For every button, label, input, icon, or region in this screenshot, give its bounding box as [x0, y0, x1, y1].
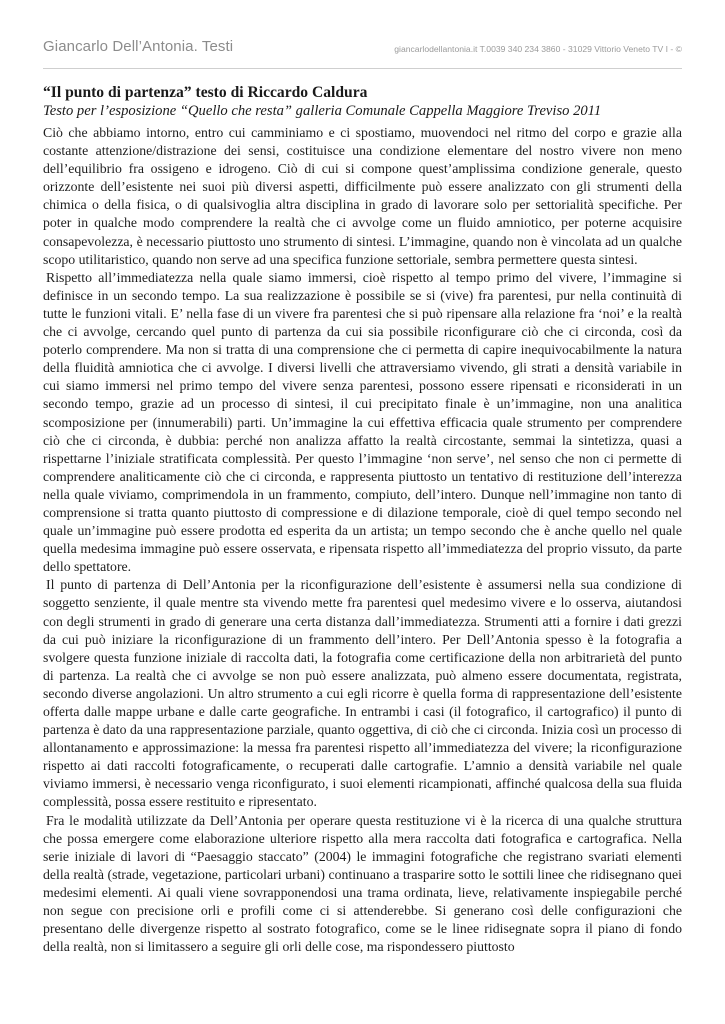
- document-title: “Il punto di partenza” testo di Riccardo Caldura: [43, 84, 368, 101]
- page-header: [43, 38, 682, 69]
- site-title: Giancarlo Dell’Antonia. Testi: [43, 38, 234, 55]
- paragraph-2: Rispetto all’immediatezza nella quale siamo immersi, cioè rispetto al tempo primo del vivere, l’immagine si definisce in un secondo tempo. La sua realizzazione è possibile se si (vive) fra parentesi, pur nella continuità di tutte le funzioni vitali. E’ nella fase di un vivere fra parentesi che si può ripensare alla relazione fra ‘noi’ e la realtà che ci avvolge, cercando quel punto di partenza da cui sia possibile riconfigurare ciò che ci circonda, così da poterlo comprendere. Ma non si tratta di una comprensione che ci permetta di capire inequivocabilmente la natura della fluidità amniotica che ci avvolge. I diversi livelli che attraversiamo vivendo, gli strati a densità variabile in cui siamo immersi nel primo tempo del vivere senza parentesi, possono essere ripensati e riconsiderati in un secondo tempo, grazie ad un processo di sintesi, il cui precipitato finale è un’immagine, non una analitica scomposizione per (innumerabili) parti. Un’immagine la cui effettiva efficacia quale strumento per comprendere ciò che ci circonda, è dubbia: perché non analizza affatto la realtà circostante, semmai la sintetizza, quasi a rispettarne l’iniziale stratificata complessità. Per questo l’immagine ‘non serve’, nel senso che non ci permette di comprendere analiticamente ciò che ci circonda, e rappresenta piuttosto un tentativo di restituzione dell’interezza nella quale viviamo, comprimendola in un frammento, compiuto, dell’intero. Dunque nell’immagine non tanto di comprensione si tratta quanto piuttosto di compressione e di dilazione temporale, cioè di quel tempo secondo nel quale un’immagine può essere prodotta ed esperita da un artista; un tempo secondo che è anche quello nel quale quella medesima immagine può essere osservata, e ripensata rispetto all’immediatezza del proprio vissuto, da parte dello spettatore.: [43, 269, 682, 575]
- paragraph-3: Il punto di partenza di Dell’Antonia per la riconfigurazione dell’esistente è assumersi nella sua condizione di soggetto senziente, il quale mentre sta vivendo mette fra parentesi quel medesimo vivere e lo osserva, aiutandosi con degli strumenti in grado di generare una certa distanza dall’immediatezza. Strumenti atti a fornire i dati grezzi da cui può iniziare la riconfigurazione di un frammento dell’intero. Per Dell’Antonia spesso è la fotografia a svolgere questa funzione iniziale di raccolta dati, la fotografia come certificazione della non arbitrarietà del punto di partenza. La realtà che ci avvolge se non può essere analizzata, può almeno essere documentata, registrata, secondo diverse angolazioni. Un altro strumento a cui egli ricorre è quella forma di rappresentazione dell’esistente offerta dalle mappe urbane e dalle carte geografiche. In entrambi i casi (il fotografico, il cartografico) il punto di partenza è dato da una rappresentazione parziale, quanto oggettiva, di ciò che ci circonda. Inizia così un processo di allontanamento e approssimazione: la messa fra parentesi rispetto all’immediatezza del vivere; la riconfigurazione rispetto ai dati raccolti fotograficamente, o recuperati dalle cartografie. L’amnio a densità variabile nel quale viviamo immersi, è necessario venga riconfigurato, i suoi elementi ricampionati, affinché qualcosa della sua fluida complessità, possa essere restituito e ripresentato.: [43, 577, 682, 810]
- paragraph-1: Ciò che abbiamo intorno, entro cui camminiamo e ci spostiamo, muovendoci nel ritmo del corpo e grazie alla costante attenzione/distrazione dei sensi, costituisce una condizione elementare del nostro vivere non meno dell’equilibrio fra ossigeno e idrogeno. Ciò di cui si compone quest’amplissima condizione generale, questo orizzonte dell’esistente nei suoi più diversi aspetti, difficilmente può essere analizzato con gli strumenti della chimica o della fisica, o di qualsivoglia altra disciplina in grado di lavorare solo per settorialità specifiche. Per poter in qualche modo comprendere la realtà che ci avvolge come un fluido amniotico, per poterne acquisire consapevolezza, è necessario piuttosto uno strumento di sintesi. L’immagine, quando non è vincolata ad un qualche scopo utilitaristico, quando non serve ad una specifica funzione settoriale, sembra permettere questa sintesi.: [43, 125, 682, 267]
- contact-info: giancarlodellantonia.it T.0039 340 234 3860 - 31029 Vittorio Veneto TV I - ©: [394, 44, 682, 54]
- paragraph-4: Fra le modalità utilizzate da Dell’Antonia per operare questa restituzione vi è la ricerca di una qualche struttura che possa emergere come elaborazione ulteriore rispetto alla mera raccolta dati fotografica e cartografica. Nella serie iniziale di lavori di “Paesaggio staccato” (2004) le immagini fotografiche che registrano svariati elementi della realtà (strade, vegetazione, particolari urbani) continuano a trasparire sotto le sottili linee che ridisegnano quei medesimi elementi. Ai quali viene sovrapponendosi una trama ordinata, lieve, relativamente inspiegabile perché non segue con precisione orli e profili come ci si attenderebbe. Si generano così delle configurazioni che presentano delle divergenze rispetto al sostrato fotografico, come se le linee ridisegnate sopra il piano di fondo della realtà, non si limitassero a seguire gli orli delle cose, ma rispondessero piuttosto: [43, 812, 682, 955]
- document-subtitle: Testo per l’esposizione “Quello che resta” galleria Comunale Cappella Maggiore Treviso 2011: [43, 103, 602, 119]
- document-body: [43, 83, 682, 956]
